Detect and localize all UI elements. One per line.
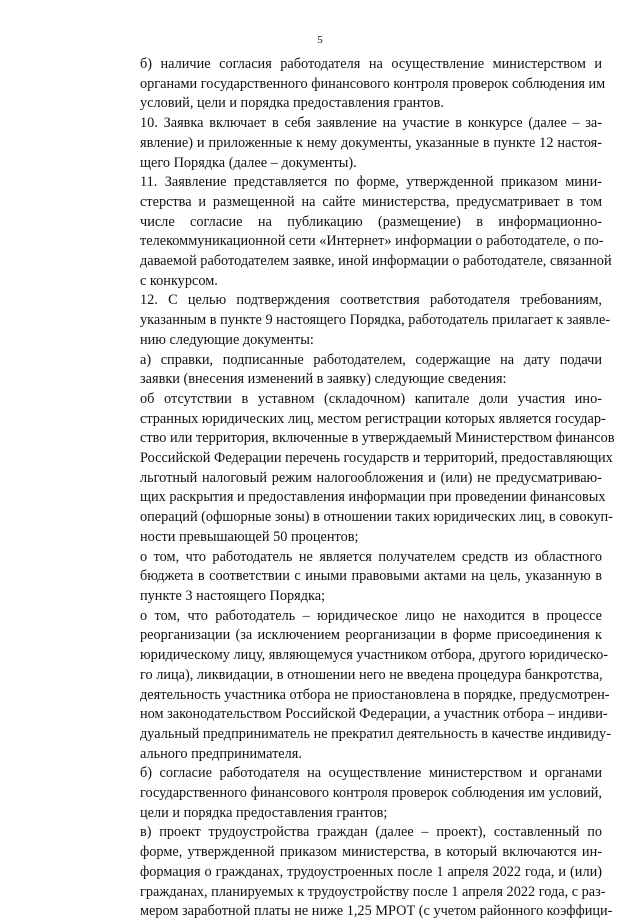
text-line: заявки (внесения изменений в заявку) следующие сведения: bbox=[140, 371, 507, 388]
text-line: щего Порядка (далее – документы). bbox=[140, 154, 357, 171]
text-line: государственного финансового контроля проверок соблюдения им условий, bbox=[140, 785, 602, 802]
text-line: явление) и приложенные к нему документы, указанные в пункте 12 настоя- bbox=[140, 134, 602, 151]
paragraph-offshore bbox=[97, 390, 615, 548]
text-line: телекоммуникационной сети «Интернет» информации о работодателе, о по- bbox=[140, 233, 604, 250]
paragraph-10 bbox=[97, 114, 602, 173]
paragraph-12b bbox=[97, 764, 602, 823]
text-line: бюджета в соответствии с иными правовыми актами на цель, указанную в bbox=[140, 568, 602, 585]
text-line: ство или территория, включенные в утверждаемый Министерством финансов bbox=[140, 430, 615, 447]
text-line: форме, утвержденной приказом министерства, в который включаются ин- bbox=[140, 844, 602, 861]
text-line: щих раскрытия и предоставления информации при проведении финансовых bbox=[140, 489, 606, 506]
text-line: пункте 3 настоящего Порядка; bbox=[140, 587, 326, 604]
paragraph-budget bbox=[97, 548, 602, 607]
text-line: цели и порядка предоставления грантов; bbox=[140, 804, 388, 821]
text-line: указанным в пункте 9 настоящего Порядка, работодатель прилагает к заявле- bbox=[140, 312, 611, 329]
text-line: ального предпринимателя. bbox=[140, 745, 302, 762]
text-line: в) проект трудоустройства граждан (далее – проект), составленный по bbox=[140, 824, 602, 841]
text-line: юридическому лицу, являющемуся участником отбора, другого юридическо- bbox=[140, 647, 608, 664]
text-line: б) наличие согласия работодателя на осуществление министерством и bbox=[140, 56, 602, 72]
text-line: го лица), ликвидации, в отношении него не введена процедура банкротства, bbox=[140, 666, 603, 683]
text-line: мером заработной платы не ниже 1,25 МРОТ (с учетом районного коэффици- bbox=[140, 903, 613, 920]
text-line: операций (офшорные зоны) в отношении таких юридических лиц, в совокуп- bbox=[140, 509, 613, 526]
text-line: об отсутствии в уставном (складочном) капитале доли участия ино- bbox=[140, 390, 602, 407]
document-body bbox=[97, 55, 615, 922]
text-line: числе согласие на публикацию (размещение) в информационно- bbox=[140, 213, 602, 230]
page-number: 5 bbox=[317, 34, 323, 46]
text-line: гражданах, планируемых к трудоустройству после 1 апреля 2022 года, с раз- bbox=[140, 883, 606, 900]
text-line: 10. Заявка включает в себя заявление на участие в конкурсе (далее – за- bbox=[140, 115, 602, 132]
text-line: нию следующие документы: bbox=[140, 331, 314, 348]
text-line: льготный налоговый режим налогообложения и (или) не предусматриваю- bbox=[140, 469, 602, 486]
text-line: ном законодательством Российской Федерации, а участник отбора – индиви- bbox=[140, 706, 608, 723]
text-line: б) согласие работодателя на осуществление министерством и органами bbox=[140, 765, 602, 782]
text-line: 12. С целью подтверждения соответствия работодателя требованиям, bbox=[140, 292, 602, 309]
text-line: 11. Заявление представляется по форме, утвержденной приказом мини- bbox=[140, 174, 602, 191]
text-line: Российской Федерации перечень государств и территорий, предоставляющих bbox=[140, 450, 613, 467]
text-line: ности превышающей 50 процентов; bbox=[140, 528, 359, 545]
paragraph-12 bbox=[97, 291, 611, 350]
text-line: деятельность участника отбора не приостановлена в порядке, предусмотрен- bbox=[140, 686, 610, 703]
text-line: а) справки, подписанные работодателем, содержащие на дату подачи bbox=[140, 351, 602, 368]
paragraph-reorganization bbox=[97, 607, 611, 765]
text-line: о том, что работодатель не является получателем средств из областного bbox=[140, 548, 602, 565]
text-line: с конкурсом. bbox=[140, 272, 218, 289]
text-line: условий, цели и порядка предоставления грантов. bbox=[140, 95, 444, 112]
text-line: реорганизации (за исключением реорганизации в форме присоединения к bbox=[140, 627, 602, 644]
paragraph-12a bbox=[97, 351, 602, 390]
paragraph-11 bbox=[97, 173, 612, 291]
text-line: формация о гражданах, трудоустроенных после 1 апреля 2022 года, и (или) bbox=[140, 863, 602, 880]
paragraph-12v bbox=[97, 823, 613, 922]
text-line: органами государственного финансового контроля проверок соблюдения им bbox=[140, 75, 606, 92]
paragraph-b-consent bbox=[97, 55, 606, 114]
text-line: о том, что работодатель – юридическое лицо не находится в процессе bbox=[140, 607, 602, 624]
text-line: дуальный предприниматель не прекратил деятельность в качестве индивиду- bbox=[140, 725, 611, 742]
text-line: странных юридических лиц, местом регистрации которых является государ- bbox=[140, 410, 606, 427]
text-line: стерства и размещенной на сайте министерства, предусматривает в том bbox=[140, 193, 602, 210]
text-line: даваемой работодателем заявке, иной информации о работодателе, связанной bbox=[140, 253, 612, 270]
